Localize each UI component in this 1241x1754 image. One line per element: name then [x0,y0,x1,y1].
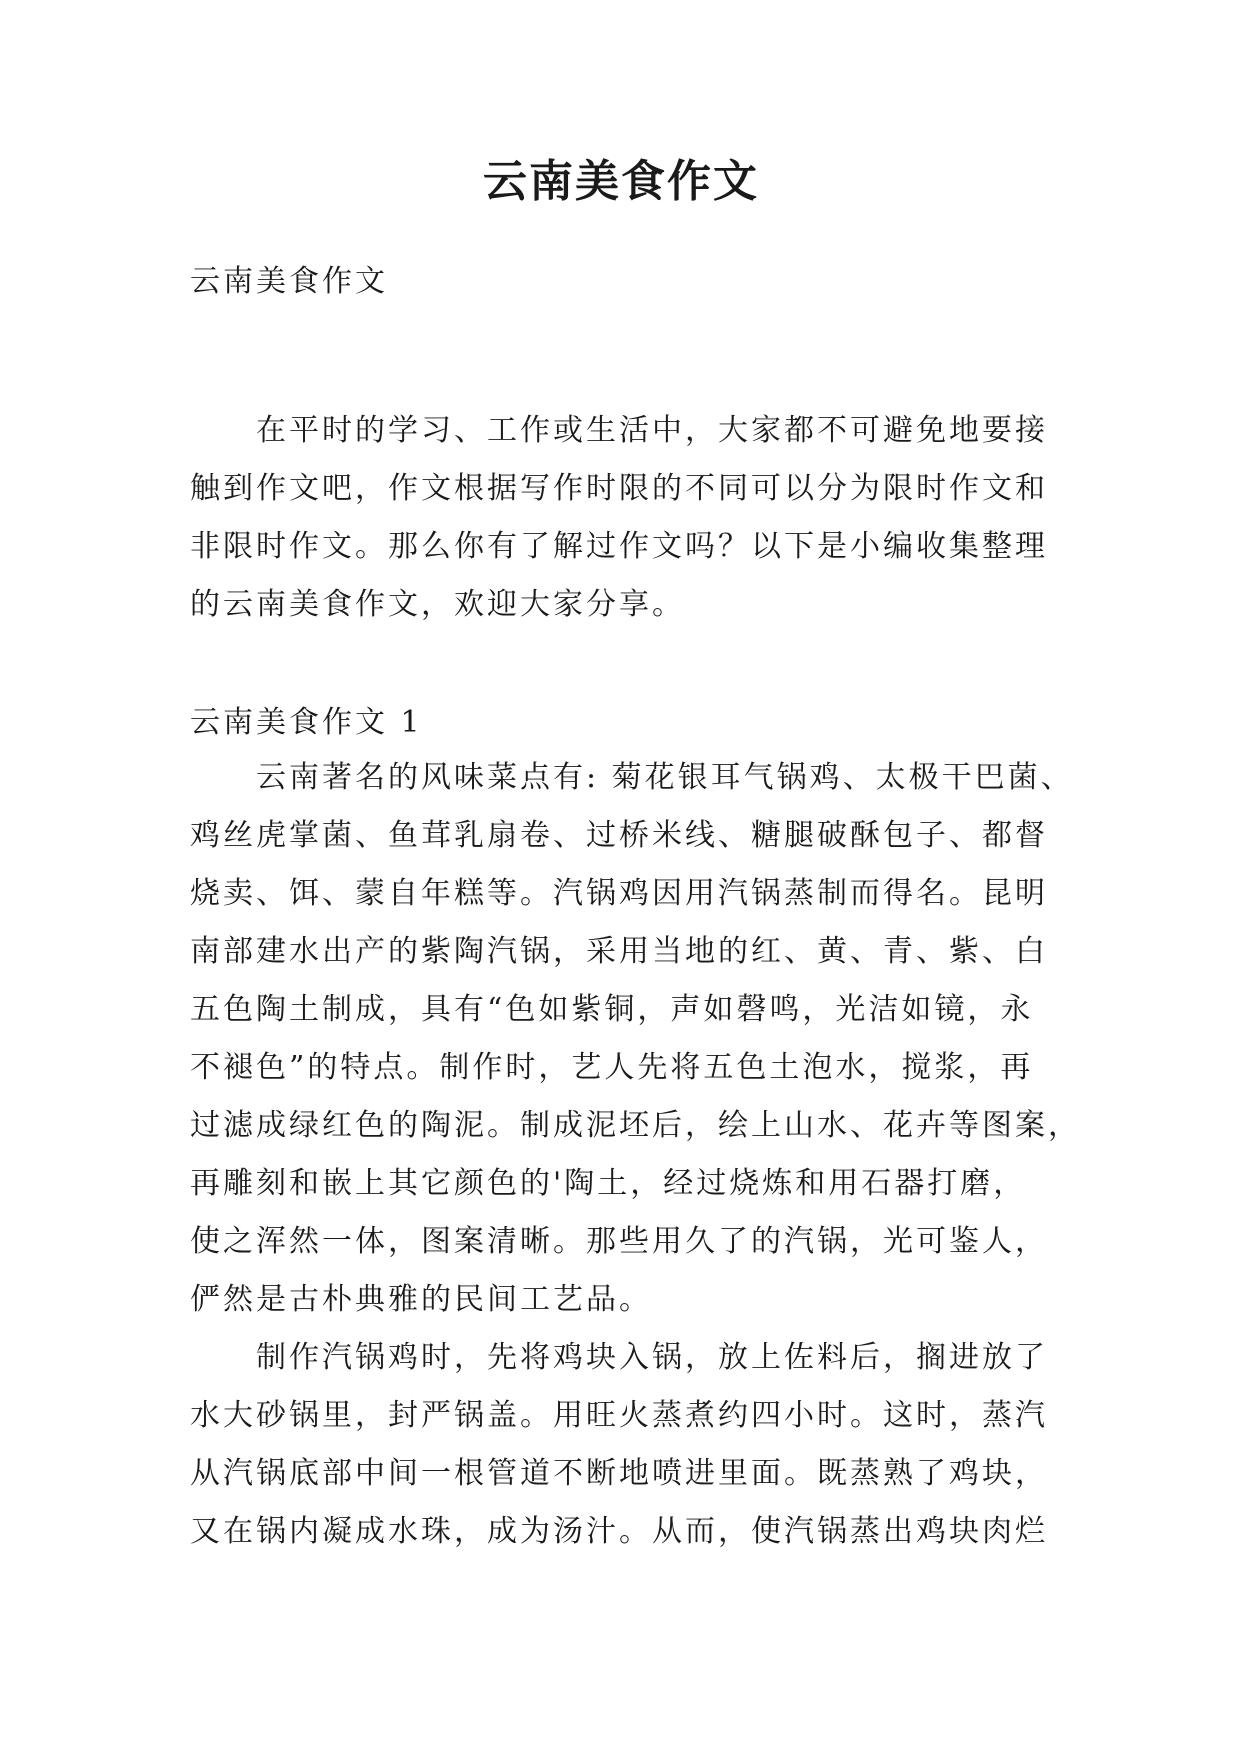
body-line: 再雕刻和嵌上其它颜色的'陶土，经过烧炼和用石器打磨， [190,1166,1027,1201]
body-line: 又在锅内凝成水珠，成为汤汁。从而，使汽锅蒸出鸡块肉烂 [190,1514,1048,1549]
intro-line: 在平时的学习、工作或生活中，大家都不可避免地要接 [256,413,1048,448]
body-line: 从汽锅底部中间一根管道不断地喷进里面。既蒸熟了鸡块， [190,1456,1048,1491]
body-line: 不褪色”的特点。制作时，艺人先将五色土泡水，搅浆，再 [190,1050,1034,1085]
section-heading: 云南美食作文 1 [190,705,423,740]
body-line: 水大砂锅里，封严锅盖。用旺火蒸煮约四小时。这时，蒸汽 [190,1398,1048,1433]
intro-line: 非限时作文。那么你有了解过作文吗？以下是小编收集整理 [190,529,1048,564]
body-line: 使之浑然一体，图案清晰。那些用久了的汽锅，光可鉴人， [190,1224,1048,1259]
intro-paragraph [190,402,1052,634]
body-line: 俨然是古朴典雅的民间工艺品。 [190,1282,652,1317]
body-paragraph-1 [190,749,1081,1329]
body-line: 过滤成绿红色的陶泥。制成泥坯后，绘上山水、花卉等图案， [190,1108,1081,1143]
body-line: 云南著名的风味菜点有: 菊花银耳气锅鸡、太极干巴菌、 [256,760,1074,795]
body-line: 鸡丝虎掌菌、鱼茸乳扇卷、过桥米线、糖腿破酥包子、都督 [190,818,1048,853]
document-title: 云南美食作文 [483,156,759,207]
body-line: 制作汽锅鸡时，先将鸡块入锅，放上佐料后，搁进放了 [256,1340,1048,1375]
body-line: 烧卖、饵、蒙自年糕等。汽锅鸡因用汽锅蒸制而得名。昆明 [190,876,1048,911]
intro-line: 触到作文吧，作文根据写作时限的不同可以分为限时作文和 [190,471,1048,506]
body-line: 南部建水出产的紫陶汽锅，采用当地的红、黄、青、紫、白 [190,934,1048,969]
document-subtitle: 云南美食作文 [190,264,388,299]
intro-line: 的云南美食作文，欢迎大家分享。 [190,587,685,622]
body-line: 五色陶土制成，具有“色如紫铜，声如磬鸣，光洁如镜，永 [190,992,1034,1027]
body-paragraph-2 [190,1329,1052,1561]
